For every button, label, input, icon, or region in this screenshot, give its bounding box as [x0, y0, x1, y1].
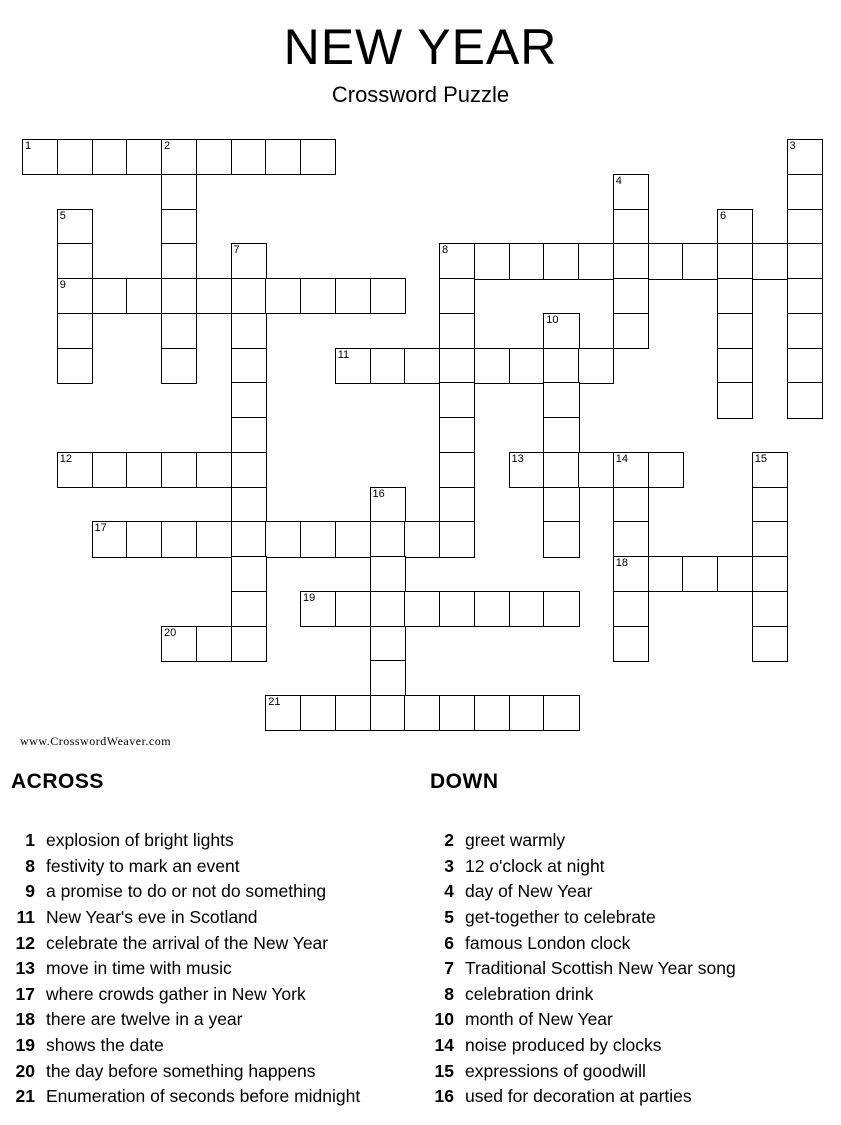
clue-text: move in time with music	[46, 958, 232, 979]
grid-cell[interactable]	[231, 417, 267, 453]
grid-cell[interactable]	[370, 348, 406, 384]
grid-cell[interactable]	[231, 313, 267, 349]
grid-cell[interactable]	[335, 278, 371, 314]
clue-number: 14	[434, 1035, 454, 1056]
grid-cell[interactable]	[543, 521, 579, 557]
down-clue	[430, 1007, 835, 1033]
grid-cell[interactable]	[231, 348, 267, 384]
grid-cell[interactable]	[300, 139, 336, 175]
grid-cell[interactable]	[613, 521, 649, 557]
grid-cell[interactable]	[370, 521, 406, 557]
cell-number: 9	[59, 279, 66, 291]
down-clue	[430, 1033, 835, 1059]
grid-cell[interactable]	[787, 174, 823, 210]
cell-number: 20	[164, 626, 177, 639]
grid-cell[interactable]	[752, 487, 788, 523]
grid-cell[interactable]	[717, 382, 753, 418]
across-clue	[11, 982, 423, 1008]
grid-cell[interactable]	[300, 278, 336, 314]
grid-cell[interactable]	[543, 695, 579, 731]
grid-cell[interactable]	[613, 278, 649, 314]
grid-cell[interactable]	[196, 452, 232, 488]
down-clue	[430, 982, 835, 1008]
grid-cell[interactable]	[57, 348, 93, 384]
grid-cell[interactable]	[543, 382, 579, 418]
clue-number: 10	[434, 1009, 454, 1030]
down-clue	[430, 828, 835, 854]
clue-text: there are twelve in a year	[46, 1009, 243, 1030]
grid-cell[interactable]	[752, 521, 788, 557]
grid-cell[interactable]	[265, 139, 301, 175]
clue-text: festivity to mark an event	[46, 855, 240, 876]
grid-cell[interactable]	[300, 695, 336, 731]
grid-cell[interactable]	[161, 209, 197, 245]
grid-cell[interactable]	[404, 695, 440, 731]
grid-cell[interactable]	[543, 452, 579, 488]
grid-cell[interactable]	[752, 452, 788, 488]
grid-cell[interactable]	[439, 452, 475, 488]
grid-cell[interactable]	[161, 521, 197, 557]
grid-cell[interactable]	[57, 209, 93, 245]
grid-cell[interactable]	[439, 278, 475, 314]
grid-cell[interactable]	[265, 695, 301, 731]
across-clue	[11, 905, 423, 931]
grid-cell[interactable]	[439, 243, 475, 279]
down-clue	[430, 1084, 835, 1110]
clue-text: get-together to celebrate	[465, 906, 656, 927]
grid-cell[interactable]	[370, 660, 406, 696]
grid-cell[interactable]	[231, 452, 267, 488]
grid-cell[interactable]	[787, 348, 823, 384]
grid-cell[interactable]	[648, 243, 684, 279]
grid-cell[interactable]	[613, 487, 649, 523]
down-clue-list	[430, 828, 835, 1110]
grid-cell[interactable]	[231, 487, 267, 523]
grid-cell[interactable]	[543, 417, 579, 453]
grid-cell[interactable]	[370, 591, 406, 627]
grid-cell[interactable]	[648, 556, 684, 592]
grid-cell[interactable]	[717, 556, 753, 592]
down-clue	[430, 956, 835, 982]
grid-cell[interactable]	[717, 313, 753, 349]
cell-number: 18	[615, 557, 628, 569]
clue-number: 18	[15, 1009, 35, 1030]
grid-cell[interactable]	[231, 139, 267, 175]
grid-cell[interactable]	[787, 313, 823, 349]
grid-cell[interactable]	[231, 243, 267, 279]
grid-cell[interactable]	[752, 626, 788, 662]
grid-cell[interactable]	[682, 556, 718, 592]
clue-text: explosion of bright lights	[46, 830, 234, 850]
clue-text: celebrate the arrival of the New Year	[46, 932, 329, 953]
grid-cell[interactable]	[126, 452, 162, 488]
clue-number: 8	[444, 983, 454, 1004]
grid-cell[interactable]	[370, 278, 406, 314]
grid-cell[interactable]	[439, 348, 475, 384]
cell-number: 3	[789, 140, 796, 152]
crossword-grid	[22, 139, 823, 732]
grid-cell[interactable]	[57, 139, 93, 175]
cell-number: 17	[94, 522, 107, 535]
grid-cell[interactable]	[509, 348, 545, 384]
clue-text: expressions of goodwill	[465, 1060, 646, 1081]
grid-cell[interactable]	[543, 348, 579, 384]
cell-number: 11	[337, 348, 350, 361]
across-clue	[11, 931, 423, 957]
grid-cell[interactable]	[370, 695, 406, 731]
cell-number: 10	[546, 313, 559, 326]
clue-number: 12	[15, 932, 35, 953]
clue-number: 9	[25, 881, 35, 902]
grid-cell[interactable]	[509, 591, 545, 627]
cell-number: 5	[59, 209, 66, 222]
grid-cell[interactable]	[161, 452, 197, 488]
clue-text: 12 o'clock at night	[465, 855, 605, 876]
puzzle-subtitle: Crossword Puzzle	[331, 82, 510, 107]
grid-cell[interactable]	[231, 521, 267, 557]
grid-cell[interactable]	[92, 521, 128, 557]
grid-cell[interactable]	[196, 626, 232, 662]
grid-cell[interactable]	[161, 243, 197, 279]
clue-text: noise produced by clocks	[465, 1035, 662, 1056]
clue-text: used for decoration at parties	[465, 1086, 692, 1107]
clue-number: 19	[15, 1035, 35, 1056]
grid-cell[interactable]	[474, 695, 510, 731]
clue-text: Traditional Scottish New Year song	[465, 958, 736, 979]
clue-number: 13	[15, 958, 35, 979]
grid-cell[interactable]	[57, 243, 93, 279]
grid-cell[interactable]	[439, 382, 475, 418]
grid-cell[interactable]	[404, 591, 440, 627]
grid-cell[interactable]	[648, 452, 684, 488]
grid-cell[interactable]	[613, 313, 649, 349]
grid-cell[interactable]	[474, 243, 510, 279]
cell-number: 7	[233, 244, 240, 257]
grid-cell[interactable]	[578, 452, 614, 488]
grid-cell[interactable]	[335, 695, 371, 731]
clue-number: 21	[15, 1086, 35, 1107]
grid-cell[interactable]	[474, 591, 510, 627]
clue-text: New Year's eve in Scotland	[46, 906, 258, 927]
grid-cell[interactable]	[613, 556, 649, 592]
clue-number: 15	[434, 1060, 454, 1081]
across-clue	[11, 1007, 423, 1033]
grid-cell[interactable]	[126, 139, 162, 175]
grid-cell[interactable]	[300, 591, 336, 627]
grid-cell[interactable]	[335, 591, 371, 627]
grid-cell[interactable]	[57, 313, 93, 349]
grid-cell[interactable]	[370, 556, 406, 592]
clue-number: 7	[444, 958, 454, 979]
grid-cell[interactable]	[404, 521, 440, 557]
clue-text: the day before something happens	[46, 1060, 316, 1081]
grid-cell[interactable]	[578, 348, 614, 384]
grid-cell[interactable]	[474, 348, 510, 384]
grid-cell[interactable]	[335, 521, 371, 557]
footer-url: www.CrosswordWeaver.com	[20, 734, 172, 748]
grid-cell[interactable]	[787, 278, 823, 314]
grid-cell[interactable]	[370, 487, 406, 523]
grid-cell[interactable]	[752, 556, 788, 592]
down-clue	[430, 931, 835, 957]
grid-cell[interactable]	[613, 591, 649, 627]
cell-number: 19	[303, 591, 316, 604]
across-clue	[11, 956, 423, 982]
down-clue	[430, 854, 835, 880]
cell-number: 2	[164, 140, 171, 152]
clue-number: 17	[15, 983, 35, 1004]
clue-number: 3	[444, 855, 454, 876]
clue-number: 1	[25, 830, 35, 850]
clue-text: a promise to do or not do something	[46, 881, 327, 902]
grid-cell[interactable]	[300, 521, 336, 557]
grid-cell[interactable]	[717, 278, 753, 314]
clue-number: 2	[444, 830, 454, 850]
cell-number: 13	[511, 452, 524, 465]
clue-number: 4	[444, 881, 454, 902]
grid-cell[interactable]	[439, 313, 475, 349]
grid-cell[interactable]	[57, 278, 93, 314]
clue-text: celebration drink	[465, 983, 594, 1004]
cell-number: 1	[25, 140, 32, 152]
grid-cell[interactable]	[196, 521, 232, 557]
clue-text: shows the date	[46, 1035, 164, 1056]
clue-number: 8	[25, 855, 35, 876]
across-clue	[11, 1084, 423, 1110]
grid-cell[interactable]	[231, 556, 267, 592]
down-clue	[430, 1059, 835, 1085]
across-heading: ACROSS	[11, 770, 104, 793]
grid-cell[interactable]	[22, 139, 58, 175]
clue-text: Enumeration of seconds before midnight	[46, 1086, 361, 1107]
grid-cell[interactable]	[439, 521, 475, 557]
grid-cell[interactable]	[509, 695, 545, 731]
grid-cell[interactable]	[509, 452, 545, 488]
grid-cell[interactable]	[196, 139, 232, 175]
grid-cell[interactable]	[231, 591, 267, 627]
cell-number: 15	[754, 452, 767, 465]
clue-number: 11	[16, 906, 35, 927]
cell-number: 16	[372, 487, 385, 500]
grid-cell[interactable]	[161, 278, 197, 314]
cell-number: 14	[615, 452, 628, 465]
down-section	[430, 770, 835, 1110]
grid-cell[interactable]	[509, 243, 545, 279]
grid-cell[interactable]	[231, 278, 267, 314]
grid-cell[interactable]	[265, 521, 301, 557]
grid-cell[interactable]	[717, 243, 753, 279]
cell-number: 6	[720, 209, 727, 222]
grid-cell[interactable]	[126, 521, 162, 557]
cell-number: 4	[615, 174, 622, 187]
grid-cell[interactable]	[613, 452, 649, 488]
grid-cell[interactable]	[717, 209, 753, 245]
across-section	[11, 770, 423, 1110]
grid-cell[interactable]	[231, 382, 267, 418]
grid-cell[interactable]	[404, 348, 440, 384]
grid-cell[interactable]	[161, 174, 197, 210]
down-heading: DOWN	[430, 770, 499, 793]
grid-cell[interactable]	[543, 591, 579, 627]
grid-cell[interactable]	[161, 626, 197, 662]
clue-number: 6	[444, 932, 454, 953]
grid-cell[interactable]	[126, 278, 162, 314]
across-clue	[11, 854, 423, 880]
grid-cell[interactable]	[787, 139, 823, 175]
clue-number: 16	[434, 1086, 454, 1107]
grid-cell[interactable]	[752, 243, 788, 279]
grid-cell[interactable]	[752, 591, 788, 627]
clue-text: where crowds gather in New York	[46, 983, 306, 1004]
grid-cell[interactable]	[439, 695, 475, 731]
grid-cell[interactable]	[787, 209, 823, 245]
grid-cell[interactable]	[439, 591, 475, 627]
grid-cell[interactable]	[57, 452, 93, 488]
grid-cell[interactable]	[265, 278, 301, 314]
grid-cell[interactable]	[543, 487, 579, 523]
across-clue	[11, 1059, 423, 1085]
grid-cell[interactable]	[439, 487, 475, 523]
grid-cell[interactable]	[370, 626, 406, 662]
grid-cell[interactable]	[787, 382, 823, 418]
clue-text: greet warmly	[465, 830, 566, 850]
grid-cell[interactable]	[92, 278, 128, 314]
across-clue	[11, 828, 423, 854]
grid-cell[interactable]	[161, 313, 197, 349]
grid-cell[interactable]	[787, 243, 823, 279]
down-clue	[430, 905, 835, 931]
grid-cell[interactable]	[161, 348, 197, 384]
grid-cell[interactable]	[613, 209, 649, 245]
grid-cell[interactable]	[717, 348, 753, 384]
grid-cell[interactable]	[439, 417, 475, 453]
grid-cell[interactable]	[161, 139, 197, 175]
puzzle-title: NEW YEAR	[283, 19, 558, 75]
clue-text: day of New Year	[465, 881, 593, 902]
cell-number: 12	[59, 452, 72, 465]
down-clue	[430, 879, 835, 905]
grid-cell[interactable]	[231, 626, 267, 662]
grid-cell[interactable]	[196, 278, 232, 314]
cell-number: 21	[268, 696, 281, 708]
grid-cell[interactable]	[92, 452, 128, 488]
across-clue	[11, 1033, 423, 1059]
clue-text: month of New Year	[465, 1009, 613, 1030]
grid-cell[interactable]	[613, 174, 649, 210]
grid-cell[interactable]	[613, 626, 649, 662]
grid-cell[interactable]	[682, 243, 718, 279]
across-clue-list	[11, 828, 423, 1110]
clue-number: 20	[15, 1060, 35, 1081]
across-clue	[11, 879, 423, 905]
grid-cell[interactable]	[543, 313, 579, 349]
grid-cell[interactable]	[92, 139, 128, 175]
grid-cell[interactable]	[578, 243, 614, 279]
grid-cell[interactable]	[335, 348, 371, 384]
clue-number: 5	[444, 906, 454, 927]
grid-cell[interactable]	[613, 243, 649, 279]
clue-text: famous London clock	[465, 932, 631, 953]
grid-cell[interactable]	[543, 243, 579, 279]
cell-number: 8	[442, 244, 449, 257]
